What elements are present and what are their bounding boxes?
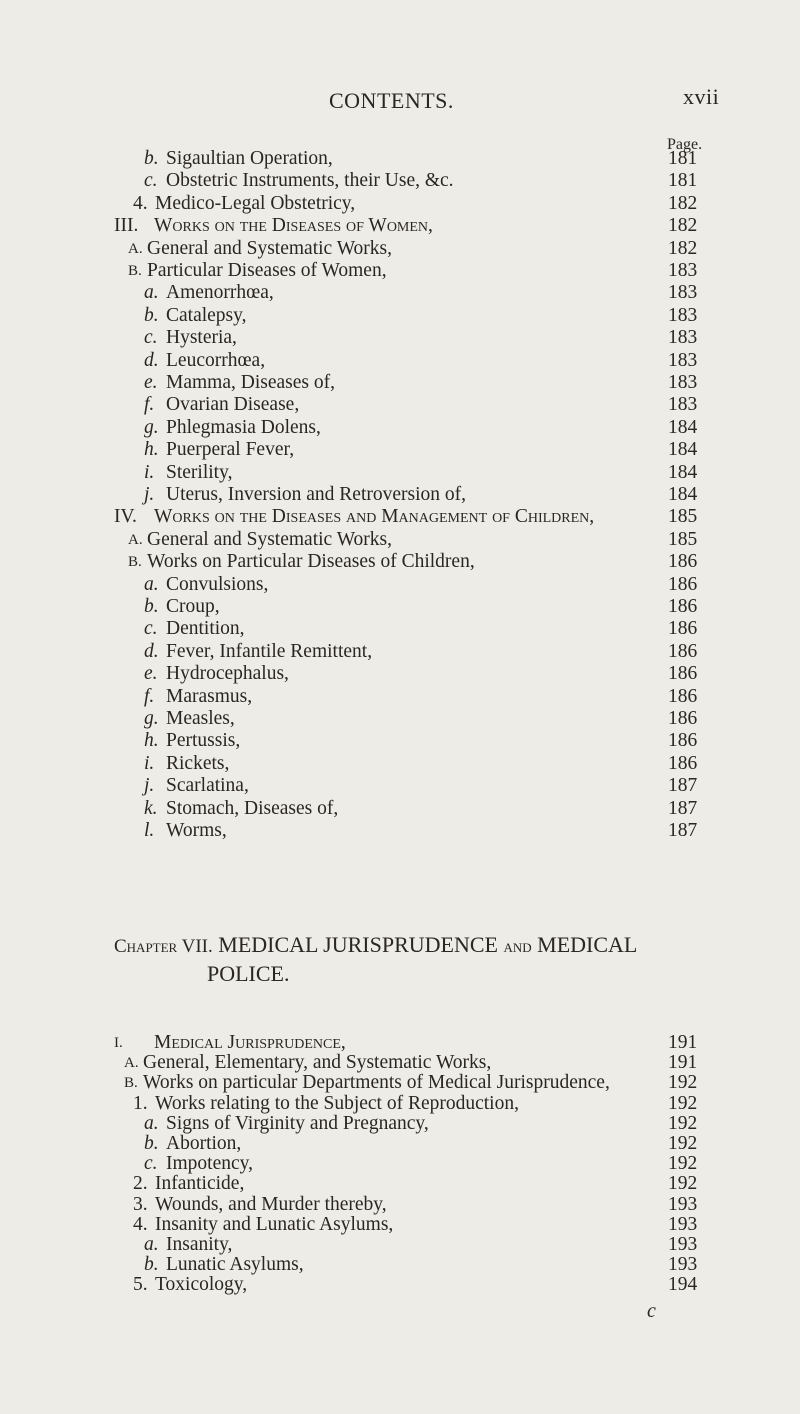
entry-mark: A. [128, 240, 143, 257]
entry-title: Hysteria, [166, 327, 237, 349]
entry-title: Works on particular Departments of Medical Jurisprudence, [143, 1072, 610, 1094]
chapter-title-line2: POLICE. [207, 961, 290, 986]
entry-mark: III. [114, 215, 139, 237]
entry-title: Insanity, [166, 1234, 233, 1255]
entry-mark: a. [144, 1112, 159, 1134]
entry-mark: B. [124, 1075, 138, 1092]
entry-mark: 3. [133, 1193, 148, 1215]
entry-title: Infanticide, [155, 1173, 245, 1195]
entry-page-number: 186 [668, 618, 698, 640]
entry-title: Rickets, [166, 752, 230, 774]
entry-page-number: 192 [668, 1133, 698, 1154]
entry-page-number: 185 [668, 506, 698, 528]
entry-mark: g. [144, 416, 159, 438]
contents-entry [0, 818, 800, 844]
entry-page-number: 183 [668, 327, 698, 349]
entry-page-number: 181 [668, 170, 698, 192]
entry-mark: 4. [133, 192, 148, 214]
entry-mark: b. [144, 148, 159, 169]
entry-title: Medical Jurisprudence, [154, 1032, 346, 1053]
header-title: CONTENTS. [329, 88, 454, 113]
entry-title: Toxicology, [155, 1274, 248, 1296]
entry-mark: b. [144, 1133, 159, 1154]
header-page-number: xvii [683, 84, 720, 109]
entry-mark: B. [128, 554, 142, 571]
entry-page-number: 187 [668, 775, 698, 797]
entry-title: Worms, [166, 820, 227, 841]
entry-page-number: 192 [668, 1173, 698, 1195]
entry-page-number: 193 [668, 1213, 698, 1235]
entry-mark: 1. [133, 1092, 148, 1114]
entry-mark: h. [144, 730, 159, 752]
entry-title: Signs of Virginity and Pregnancy, [166, 1112, 429, 1134]
entry-mark: a. [144, 282, 159, 304]
entry-mark: i. [144, 461, 155, 483]
entry-mark: a. [144, 573, 159, 595]
entry-mark: d. [144, 349, 159, 371]
entry-title: Mamma, Diseases of, [166, 372, 335, 393]
entry-page-number: 182 [668, 215, 698, 237]
entry-mark: c. [144, 1153, 158, 1175]
entry-page-number: 194 [668, 1274, 698, 1296]
entry-title: Hydrocephalus, [166, 663, 289, 685]
entry-title: Works relating to the Subject of Reproduction, [155, 1092, 519, 1114]
entry-title: Measles, [166, 708, 235, 729]
entry-mark: a. [144, 1234, 159, 1255]
entry-title: Medico-Legal Obstetricy, [155, 192, 356, 214]
entry-mark: A. [128, 531, 143, 548]
entry-title: Sterility, [166, 461, 233, 483]
entry-title: Works on the Diseases of Women, [154, 215, 433, 237]
entry-page-number: 181 [668, 148, 698, 169]
entry-page-number: 183 [668, 372, 698, 393]
entry-title: Wounds, and Murder thereby, [155, 1193, 387, 1215]
entry-page-number: 186 [668, 663, 698, 685]
entry-page-number: 191 [668, 1052, 698, 1074]
entry-page-number: 182 [668, 192, 698, 214]
entry-title: General and Systematic Works, [147, 528, 393, 550]
entry-title: Sigaultian Operation, [166, 148, 333, 169]
entry-page-number: 187 [668, 797, 698, 819]
entry-mark: b. [144, 304, 159, 326]
entry-mark: k. [144, 797, 158, 819]
contents-entry [0, 1272, 800, 1298]
entry-page-number: 186 [668, 752, 698, 774]
entry-title: Particular Diseases of Women, [147, 260, 387, 281]
entry-mark: l. [144, 820, 155, 841]
entry-page-number: 186 [668, 708, 698, 729]
entry-mark: h. [144, 439, 159, 461]
entry-page-number: 192 [668, 1112, 698, 1134]
entry-title: Fever, Infantile Remittent, [166, 640, 373, 662]
entry-page-number: 193 [668, 1234, 698, 1255]
chapter-title-part2: MEDICAL [537, 932, 638, 957]
entry-page-number: 186 [668, 730, 698, 752]
entry-page-number: 186 [668, 640, 698, 662]
entry-title: Pertussis, [166, 730, 241, 752]
entry-title: Works on Particular Diseases of Children, [147, 551, 475, 573]
chapter-heading [114, 932, 637, 958]
entry-mark: i. [144, 752, 155, 774]
signature-mark: c [647, 1300, 656, 1322]
entry-title: General and Systematic Works, [147, 237, 393, 259]
entry-mark: f. [144, 394, 155, 416]
chapter-title-part1: MEDICAL JURISPRUDENCE [218, 932, 498, 957]
entry-title: Uterus, Inversion and Retroversion of, [166, 484, 467, 505]
entry-page-number: 192 [668, 1092, 698, 1114]
entry-title: Abortion, [166, 1133, 242, 1154]
entry-page-number: 184 [668, 484, 698, 505]
entry-title: Scarlatina, [166, 775, 249, 797]
entry-page-number: 185 [668, 528, 698, 550]
entry-page-number: 186 [668, 685, 698, 707]
entry-title: Leucorrhœa, [166, 349, 266, 371]
entry-title: Amenorrhœa, [166, 282, 274, 304]
entry-title: Phlegmasia Dolens, [166, 416, 321, 438]
entry-title: Lunatic Asylums, [166, 1254, 304, 1276]
entry-mark: e. [144, 372, 158, 393]
entry-title: Insanity and Lunatic Asylums, [155, 1213, 394, 1235]
entry-title: Dentition, [166, 618, 245, 640]
entry-title: Catalepsy, [166, 304, 247, 326]
entry-title: Croup, [166, 596, 220, 617]
entry-title: Works on the Diseases and Management of Children, [154, 506, 595, 528]
entry-mark: I. [114, 1035, 123, 1051]
chapter-label: Chapter VII. [114, 936, 213, 957]
entry-page-number: 193 [668, 1254, 698, 1276]
entry-page-number: 192 [668, 1072, 698, 1094]
entry-mark: B. [128, 263, 142, 279]
entry-mark: j. [144, 484, 155, 505]
entry-page-number: 187 [668, 820, 698, 841]
page-column-label: Page. [667, 136, 703, 153]
entry-title: Convulsions, [166, 573, 269, 595]
entry-page-number: 183 [668, 282, 698, 304]
entry-mark: e. [144, 663, 158, 685]
entry-page-number: 192 [668, 1153, 698, 1175]
entry-page-number: 186 [668, 551, 698, 573]
entry-mark: c. [144, 170, 158, 192]
entry-mark: IV. [114, 506, 137, 528]
entry-mark: 4. [133, 1213, 148, 1235]
entry-title: Obstetric Instruments, their Use, &c. [166, 170, 454, 192]
entry-title: Impotency, [166, 1153, 253, 1175]
entry-title: Stomach, Diseases of, [166, 797, 339, 819]
entry-page-number: 184 [668, 461, 698, 483]
entry-page-number: 182 [668, 237, 698, 259]
entry-page-number: 184 [668, 416, 698, 438]
entry-mark: j. [144, 775, 155, 797]
entry-mark: 2. [133, 1173, 148, 1195]
entry-title: Puerperal Fever, [166, 439, 295, 461]
entry-page-number: 186 [668, 596, 698, 617]
entry-page-number: 184 [668, 439, 698, 461]
entry-mark: 5. [133, 1274, 148, 1296]
entry-page-number: 191 [668, 1032, 698, 1053]
entry-title: Ovarian Disease, [166, 394, 300, 416]
entry-mark: b. [144, 1254, 159, 1276]
entry-page-number: 193 [668, 1193, 698, 1215]
entry-page-number: 183 [668, 394, 698, 416]
entry-mark: f. [144, 685, 155, 707]
entry-page-number: 183 [668, 349, 698, 371]
entry-page-number: 186 [668, 573, 698, 595]
entry-title: Marasmus, [166, 685, 253, 707]
entry-mark: d. [144, 640, 159, 662]
entry-mark: g. [144, 708, 159, 729]
entry-page-number: 183 [668, 260, 698, 281]
entry-mark: c. [144, 327, 158, 349]
entry-mark: A. [124, 1055, 139, 1072]
entry-title: General, Elementary, and Systematic Works, [143, 1052, 492, 1074]
entry-page-number: 183 [668, 304, 698, 326]
chapter-title-conjunction: and [503, 936, 532, 957]
entry-mark: b. [144, 596, 159, 617]
entry-mark: c. [144, 618, 158, 640]
